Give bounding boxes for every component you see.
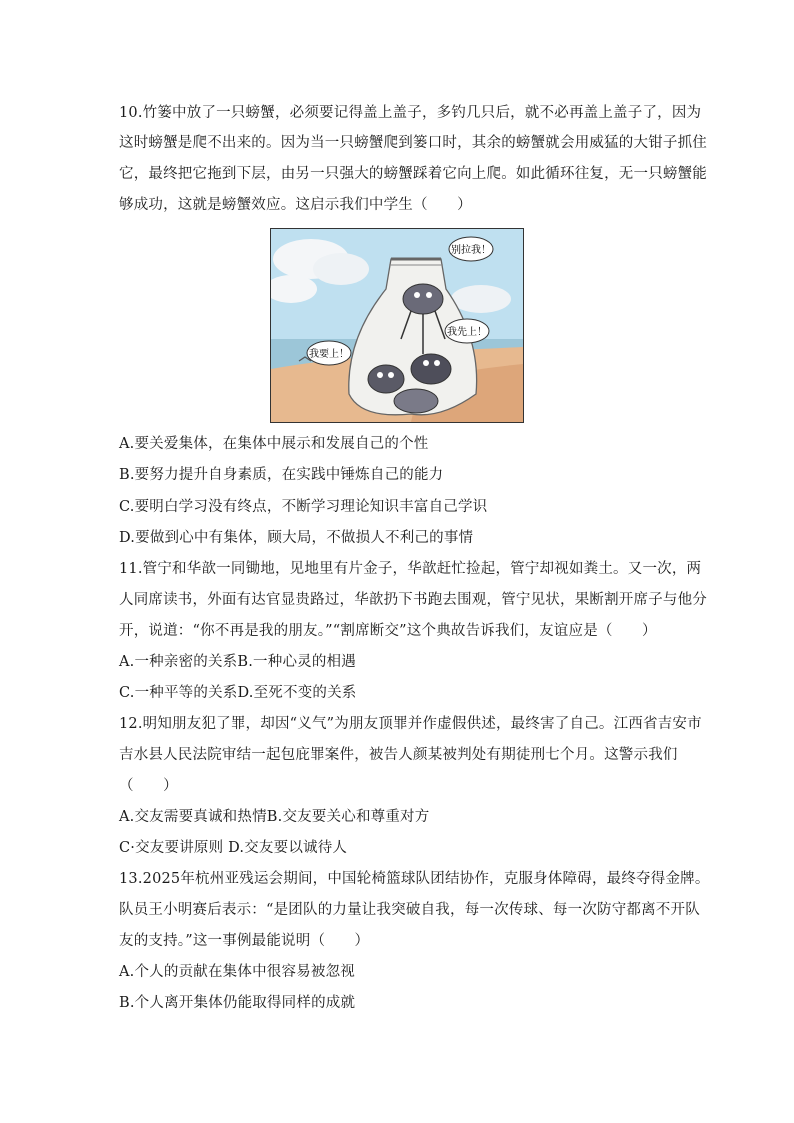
q12-line-3: （ ） bbox=[119, 778, 178, 794]
bubble-dont-pull: 别拉我！ bbox=[451, 245, 491, 256]
q10-line-2: 这时螃蟹是爬不出来的。因为当一只螃蟹爬到篓口时，其余的螃蟹就会用威猛的大钳子抓住 bbox=[119, 135, 707, 151]
q13-line-2: 队员王小明赛后表示：“是团队的力量让我突破自我，每一次传球、每一次防守都离不开队 bbox=[119, 902, 700, 918]
q12-options-cd[interactable]: C·交友要讲原则 D.交友要以诚待人 bbox=[119, 840, 348, 856]
q10-option-b[interactable]: B.要努力提升自身素质，在实践中锤炼自己的能力 bbox=[119, 467, 444, 483]
q11-options-cd[interactable]: C.一种平等的关系D.至死不变的关系 bbox=[119, 685, 357, 701]
bubble-i-want-up: 我要上！ bbox=[309, 349, 349, 360]
q13-line-1: 13.2025年杭州亚残运会期间，中国轮椅篮球队团结协作，克服身体障碍，最终夺得金牌。 bbox=[119, 871, 710, 887]
q10-option-a[interactable]: A.要关爱集体，在集体中展示和发展自己的个性 bbox=[119, 436, 429, 452]
q10-line-3: 它，最终把它拖到下层，由另一只强大的螃蟹踩着它向上爬。如此循环往复，无一只螃蟹能 bbox=[119, 166, 707, 182]
q12-options-ab[interactable]: A.交友需要真诚和热情B.交友要关心和尊重对方 bbox=[119, 809, 430, 825]
crab-bucket-cartoon bbox=[270, 228, 524, 423]
q13-option-a[interactable]: A.个人的贡献在集体中很容易被忽视 bbox=[119, 964, 355, 980]
q10-option-d[interactable]: D.要做到心中有集体，顾大局，不做损人不利己的事情 bbox=[119, 530, 474, 546]
q13-line-3: 友的支持。”这一事例最能说明（ ） bbox=[119, 933, 370, 949]
q11-line-3: 开，说道：“你不再是我的朋友。”“割席断交”这个典故告诉我们，友谊应是（ ） bbox=[119, 623, 657, 639]
q12-line-2: 吉水县人民法院审结一起包庇罪案件，被告人颜某被判处有期徒刑七个月。这警示我们 bbox=[119, 747, 678, 763]
q10-line-1: 10.竹篓中放了一只螃蟹，必须要记得盖上盖子，多钓几只后，就不必再盖上盖子了，因为 bbox=[119, 105, 702, 121]
q11-line-2: 人同席读书，外面有达官显贵路过，华歆扔下书跑去围观，管宁见状，果断割开席子与他分 bbox=[119, 592, 707, 608]
cartoon-illustration bbox=[271, 229, 523, 422]
q12-line-1: 12.明知朋友犯了罪，却因“义气”为朋友顶罪并作虚假供述，最终害了自己。江西省吉安市 bbox=[119, 716, 702, 732]
q13-option-b[interactable]: B.个人离开集体仍能取得同样的成就 bbox=[119, 995, 356, 1011]
q10-option-c[interactable]: C.要明白学习没有终点，不断学习理论知识丰富自己学识 bbox=[119, 499, 488, 515]
bubble-me-first: 我先上！ bbox=[447, 327, 487, 338]
q11-line-1: 11.管宁和华歆一同锄地，见地里有片金子，华歆赶忙捡起，管宁却视如粪土。又一次，两 bbox=[119, 561, 702, 577]
q11-options-ab[interactable]: A.一种亲密的关系B.一种心灵的相遇 bbox=[119, 654, 356, 670]
q10-line-4: 够成功，这就是螃蟹效应。这启示我们中学生（ ） bbox=[119, 197, 472, 213]
